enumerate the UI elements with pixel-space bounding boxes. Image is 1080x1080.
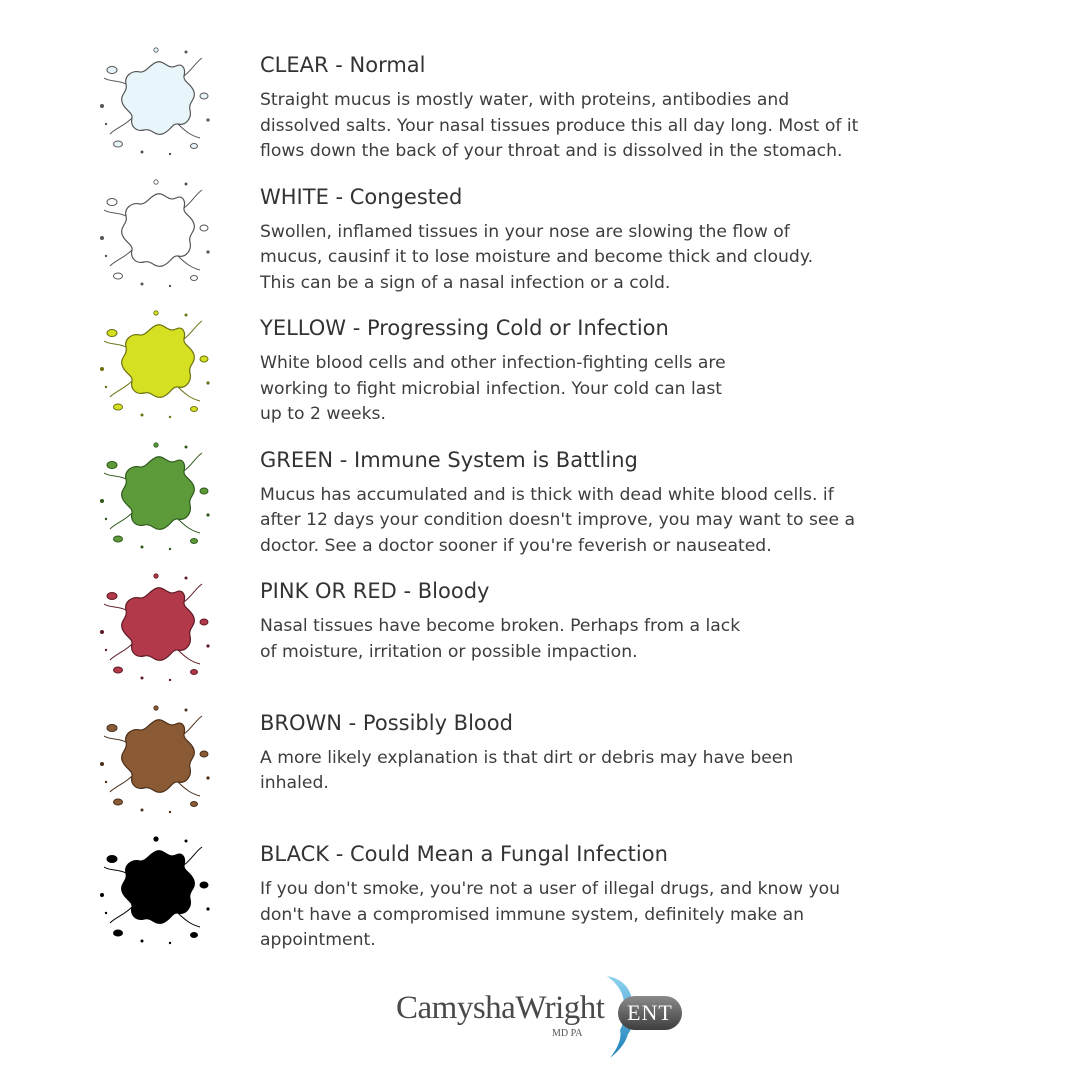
entry-heading: YELLOW - Progressing Cold or Infection [260,316,669,340]
logo-credentials: MD PA [552,1028,583,1039]
entry-description-line: appointment. [260,930,376,950]
entry-description-line: up to 2 weeks. [260,404,386,424]
mucus-splat-icon [96,435,218,557]
entry-description-line: after 12 days your condition doesn't improve, you may want to see a [260,510,856,530]
color-entry [0,447,1080,577]
entry-description-line: Nasal tissues have become broken. Perhaps from a lack [260,616,741,636]
entry-description-line: mucus, causinf it to lose moisture and become thick and cloudy. [260,247,814,267]
entry-heading: WHITE - Congested [260,184,463,209]
entry-description-line: don't have a compromised immune system, definitely make an [260,904,805,925]
entry-heading: BROWN - Possibly Blood [260,710,513,735]
entry-description-line: inhaled. [260,773,329,793]
entry-description-line: flows down the back of your throat and is dissolved in the stomach. [260,141,843,161]
entry-description-line: White blood cells and other infection-fighting cells are [260,353,726,373]
mucus-splat-icon [96,40,218,162]
color-entry [0,52,1080,182]
entry-description-line: This can be a sign of a nasal infection or a cold. [260,272,671,293]
color-entry [0,841,1080,971]
entry-text [260,710,1040,797]
entry-text [260,184,1040,297]
entry-text [260,841,1040,954]
entry-description-line: Straight mucus is mostly water, with proteins, antibodies and [260,90,790,110]
logo-name: CamyshaWright [396,990,605,1026]
mucus-splat-icon [96,566,218,688]
mucus-splat-icon [96,829,218,951]
entry-description-line: Swollen, inflamed tissues in your nose are slowing the flow of [260,221,790,242]
mucus-splat-icon [96,698,218,820]
mucus-splat-icon [96,303,218,425]
color-entry [0,578,1080,708]
entry-text [260,315,1040,428]
entry-description-line: If you don't smoke, you're not a user of illegal drugs, and know you [260,879,841,899]
entry-description-line: working to fight microbial infection. Your cold can last [260,378,723,399]
entry-text [260,52,1040,165]
mucus-splat-icon [96,172,218,294]
brand-logo [392,972,692,1062]
entry-text [260,578,1040,665]
entry-description-line: doctor. See a doctor sooner if you're feverish or nauseated. [260,535,772,556]
entry-description-line: Mucus has accumulated and is thick with dead white blood cells. if [260,484,834,505]
entry-description-line: A more likely explanation is that dirt or debris may have been [260,747,794,768]
entry-heading: GREEN - Immune System is Battling [260,447,638,472]
color-entry [0,315,1080,445]
ent-badge: ENT [618,996,682,1030]
entry-heading: BLACK - Could Mean a Fungal Infection [260,842,668,866]
color-entry [0,184,1080,314]
entry-description-line: of moisture, irritation or possible impaction. [260,641,638,662]
entry-heading: CLEAR - Normal [260,53,426,77]
entry-description-line: dissolved salts. Your nasal tissues produce this all day long. Most of it [260,115,859,136]
entry-heading: PINK OR RED - Bloody [260,579,490,603]
color-entry [0,710,1080,840]
entry-text [260,447,1040,560]
